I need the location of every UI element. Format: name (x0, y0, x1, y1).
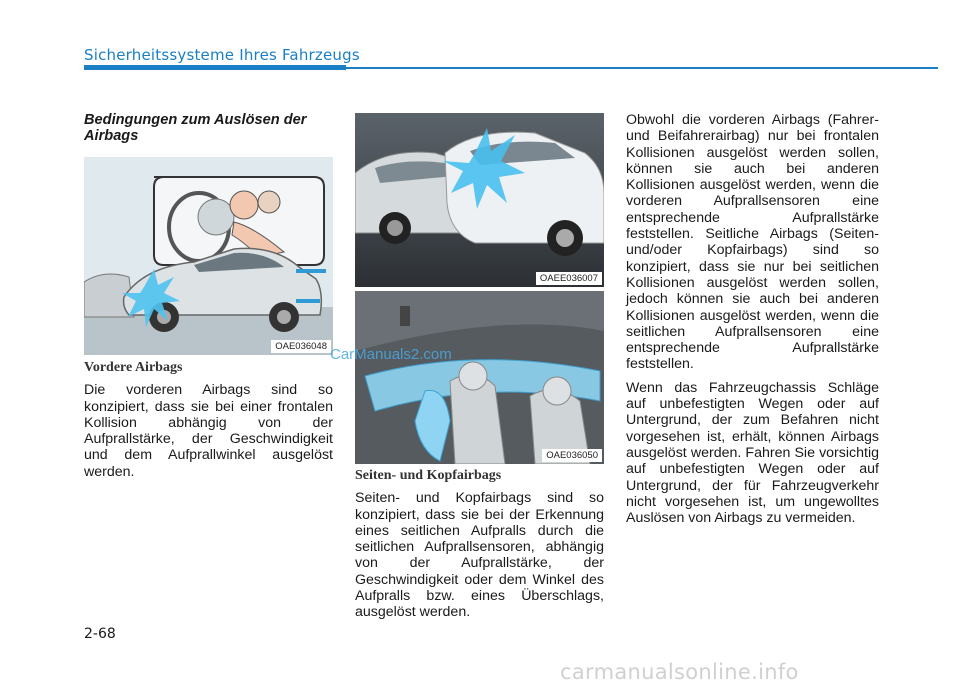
figure-code-OAE036048: OAE036048 (271, 340, 331, 353)
side-collision-illustration (355, 113, 604, 287)
side-airbag-heading: Seiten- und Kopfairbags (355, 468, 502, 483)
front-airbag-heading: Vordere Airbags (84, 360, 183, 375)
curtain-airbag-illustration (355, 291, 604, 464)
front-airbag-text: Die vorderen Airbags sind so konzipiert, dass sie bei einer frontalen Kollision abhängig von der Aufprallstärke, der Geschwindigkeit und dem Aufprallwinkel ausgelöst werden. (84, 382, 333, 480)
header-rule-accent (84, 65, 346, 70)
curtain-airbag-figure (355, 291, 604, 464)
section-title: Sicherheitssysteme Ihres Fahrzeugs (84, 46, 360, 64)
right-column (626, 112, 879, 533)
footer-watermark: carmanualsonline.info (560, 660, 799, 684)
side-airbag-text: Seiten- und Kopfairbags sind so konzipiert, dass sie bei der Erkennung eines seitlichen Aufpralls durch die seitlichen Aufprallsensoren, abhängig von der Aufprallstärke, der Geschwindigkeit oder dem Winkel des Aufpralls bzw. eines Überschlags, ausgelöst werden. (355, 490, 604, 621)
figure-code-OAE036050: OAE036050 (542, 449, 602, 462)
figure-code-OAEE036007: OAEE036007 (536, 272, 602, 285)
front-airbag-figure (84, 157, 333, 355)
front-airbag-section (84, 360, 333, 487)
right-paragraph-1: Obwohl die vorderen Airbags (Fahrer- und Beifahrerairbag) nur bei frontalen Kollisionen ausgelöst werden sollen, können sie auch bei anderen Kollisionen ausgelöst werden, wenn die vorderen Aufprallsensoren eine entsprechende Aufprallstärke feststellen. Seitliche Airbags (Seiten- und/oder Kopfairbags) sind so konzipiert, dass sie nur bei seitlichen Kollisionen ausgelöst werden sollen, jedoch können sie auch bei anderen Kollisionen ausgelöst werden, wenn die seitlichen Aufprallsensoren eine entsprechende Aufprallstärke feststellen. (626, 112, 879, 373)
left-column (84, 112, 333, 152)
front-collision-illustration (84, 157, 333, 355)
watermark-carmanuals: CarManuals2.com (330, 346, 452, 363)
side-airbag-section (355, 468, 604, 628)
right-paragraph-2: Wenn das Fahrzeugchassis Schläge auf unbefestigten Wegen oder auf Untergrund, der zum Befahren nicht vorgesehen ist, erhält, können Airbags ausgelöst werden. Fahren Sie vorsichtig auf unbefestigten Wegen oder auf Untergrund, der für Fahrzeugverkehr nicht vorgesehen ist, um ungewolltes Auslösen von Airbags zu vermeiden. (626, 379, 879, 527)
page-number: 2-68 (84, 626, 116, 642)
side-collision-figure (355, 113, 604, 287)
airbag-conditions-heading: Bedingungen zum Auslösen der Airbags (84, 112, 307, 144)
